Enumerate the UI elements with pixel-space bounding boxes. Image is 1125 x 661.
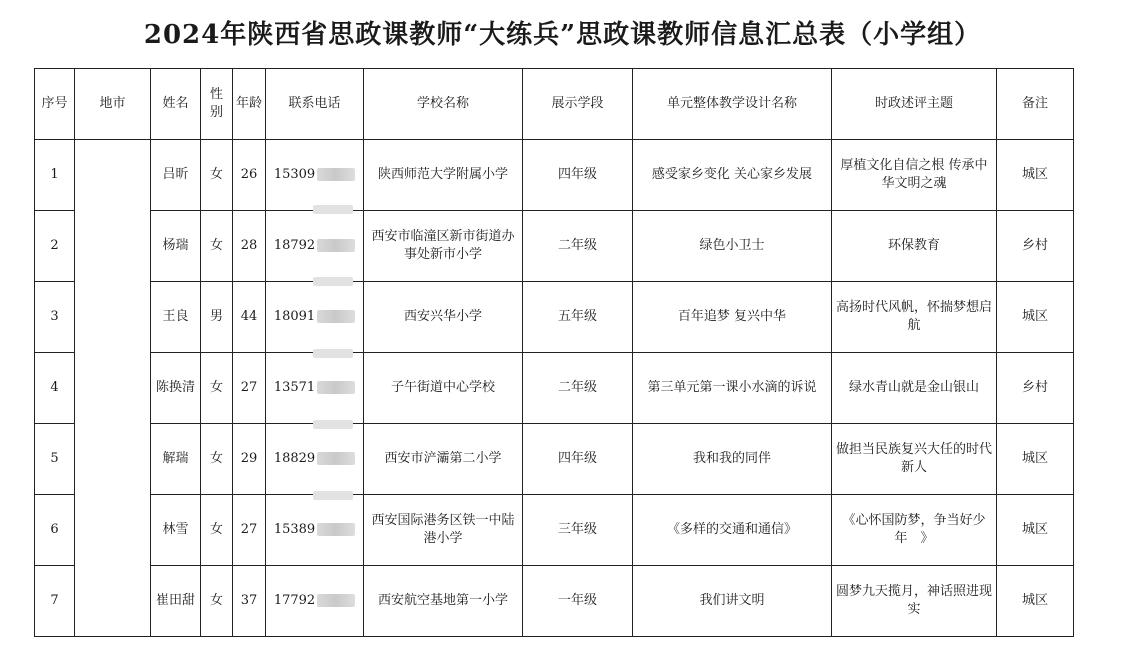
table-row	[35, 282, 1074, 353]
cell-phone	[266, 353, 364, 424]
cell-phone	[266, 495, 364, 566]
redaction-bar	[313, 277, 353, 286]
teacher-info-table	[34, 68, 1074, 637]
phone-number	[274, 166, 355, 184]
phone-number	[274, 237, 355, 255]
header-age: 年龄	[233, 69, 266, 140]
cell-gender: 女	[201, 566, 233, 637]
header-grade: 展示学段	[523, 69, 633, 140]
header-city: 地市	[75, 69, 151, 140]
page-title: 2024年陕西省思政课教师“大练兵”思政课教师信息汇总表（小学组）	[143, 20, 982, 50]
phone-prefix: 15309	[273, 167, 316, 182]
header-gender: 性别	[201, 69, 233, 140]
cell-grade: 五年级	[523, 282, 633, 353]
cell-name: 陈换清	[151, 353, 201, 424]
cell-note: 城区	[997, 282, 1074, 353]
table-row	[35, 211, 1074, 282]
phone-number	[274, 592, 355, 610]
table-row	[35, 566, 1074, 637]
cell-topic: 圆梦九天揽月，神话照进现实	[832, 566, 997, 637]
cell-note: 乡村	[997, 353, 1074, 424]
redaction-bar	[313, 420, 353, 429]
table-header-row	[35, 69, 1074, 140]
phone-prefix: 15389	[273, 522, 316, 537]
cell-grade: 四年级	[523, 424, 633, 495]
cell-school: 西安市临潼区新市街道办事处新市小学	[364, 211, 523, 282]
cell-school: 陕西师范大学附属小学	[364, 140, 523, 211]
cell-no: 1	[35, 140, 75, 211]
header-note: 备注	[997, 69, 1074, 140]
cell-topic: 做担当民族复兴大任的时代新人	[832, 424, 997, 495]
header-no: 序号	[35, 69, 75, 140]
cell-name: 杨瑞	[151, 211, 201, 282]
cell-age: 37	[233, 566, 266, 637]
cell-gender: 女	[201, 495, 233, 566]
redaction-bar	[313, 349, 353, 358]
cell-no: 2	[35, 211, 75, 282]
cell-age: 27	[233, 353, 266, 424]
table-row	[35, 353, 1074, 424]
cell-phone	[266, 140, 364, 211]
cell-no: 4	[35, 353, 75, 424]
phone-number	[274, 450, 355, 468]
cell-name: 王良	[151, 282, 201, 353]
cell-no: 7	[35, 566, 75, 637]
cell-grade: 四年级	[523, 140, 633, 211]
cell-design: 《多样的交通和通信》	[633, 495, 832, 566]
cell-grade: 二年级	[523, 211, 633, 282]
cell-school: 西安航空基地第一小学	[364, 566, 523, 637]
redaction-bar	[313, 205, 353, 214]
cell-design: 我和我的同伴	[633, 424, 832, 495]
phone-number	[274, 308, 355, 326]
cell-school: 西安国际港务区铁一中陆港小学	[364, 495, 523, 566]
cell-age: 28	[233, 211, 266, 282]
cell-design: 感受家乡变化 关心家乡发展	[633, 140, 832, 211]
cell-grade: 三年级	[523, 495, 633, 566]
cell-age: 26	[233, 140, 266, 211]
header-phone: 联系电话	[266, 69, 364, 140]
cell-note: 城区	[997, 495, 1074, 566]
phone-prefix: 17792	[273, 593, 316, 608]
cell-phone	[266, 566, 364, 637]
phone-redaction	[317, 168, 355, 181]
phone-redaction	[317, 523, 355, 536]
cell-topic: 厚植文化自信之根 传承中华文明之魂	[832, 140, 997, 211]
cell-name: 吕昕	[151, 140, 201, 211]
cell-phone	[266, 282, 364, 353]
cell-topic: 环保教育	[832, 211, 997, 282]
cell-gender: 女	[201, 140, 233, 211]
phone-redaction	[317, 310, 355, 323]
cell-school: 西安兴华小学	[364, 282, 523, 353]
cell-name: 林雪	[151, 495, 201, 566]
phone-redaction	[317, 452, 355, 465]
cell-design: 第三单元第一课小水滴的诉说	[633, 353, 832, 424]
cell-topic: 高扬时代风帆，怀揣梦想启航	[832, 282, 997, 353]
phone-prefix: 18091	[273, 309, 316, 324]
table-row	[35, 140, 1074, 211]
cell-age: 27	[233, 495, 266, 566]
header-design: 单元整体教学设计名称	[633, 69, 832, 140]
phone-redaction	[317, 381, 355, 394]
cell-gender: 男	[201, 282, 233, 353]
cell-note: 城区	[997, 140, 1074, 211]
cell-gender: 女	[201, 424, 233, 495]
cell-phone	[266, 424, 364, 495]
cell-topic: 《心怀国防梦，争当好少年 》	[832, 495, 997, 566]
header-name: 姓名	[151, 69, 201, 140]
phone-number	[274, 521, 355, 539]
cell-topic: 绿水青山就是金山银山	[832, 353, 997, 424]
header-topic: 时政述评主题	[832, 69, 997, 140]
cell-note: 乡村	[997, 211, 1074, 282]
phone-prefix: 18792	[273, 238, 316, 253]
cell-gender: 女	[201, 353, 233, 424]
phone-prefix: 18829	[273, 451, 316, 466]
cell-gender: 女	[201, 211, 233, 282]
cell-note: 城区	[997, 566, 1074, 637]
cell-note: 城区	[997, 424, 1074, 495]
phone-redaction	[317, 594, 355, 607]
cell-age: 44	[233, 282, 266, 353]
cell-phone	[266, 211, 364, 282]
cell-design: 百年追梦 复兴中华	[633, 282, 832, 353]
cell-no: 5	[35, 424, 75, 495]
cell-name: 崔田甜	[151, 566, 201, 637]
cell-grade: 一年级	[523, 566, 633, 637]
cell-age: 29	[233, 424, 266, 495]
cell-design: 我们讲文明	[633, 566, 832, 637]
table-row	[35, 424, 1074, 495]
cell-school: 子午街道中心学校	[364, 353, 523, 424]
phone-redaction	[317, 239, 355, 252]
redaction-bar	[313, 491, 353, 500]
phone-prefix: 13571	[273, 380, 316, 395]
cell-design: 绿色小卫士	[633, 211, 832, 282]
cell-school: 西安市浐灞第二小学	[364, 424, 523, 495]
cell-no: 3	[35, 282, 75, 353]
phone-number	[274, 379, 355, 397]
cell-grade: 二年级	[523, 353, 633, 424]
cell-city	[75, 140, 151, 637]
table-row	[35, 495, 1074, 566]
cell-no: 6	[35, 495, 75, 566]
cell-name: 解瑞	[151, 424, 201, 495]
header-school: 学校名称	[364, 69, 523, 140]
